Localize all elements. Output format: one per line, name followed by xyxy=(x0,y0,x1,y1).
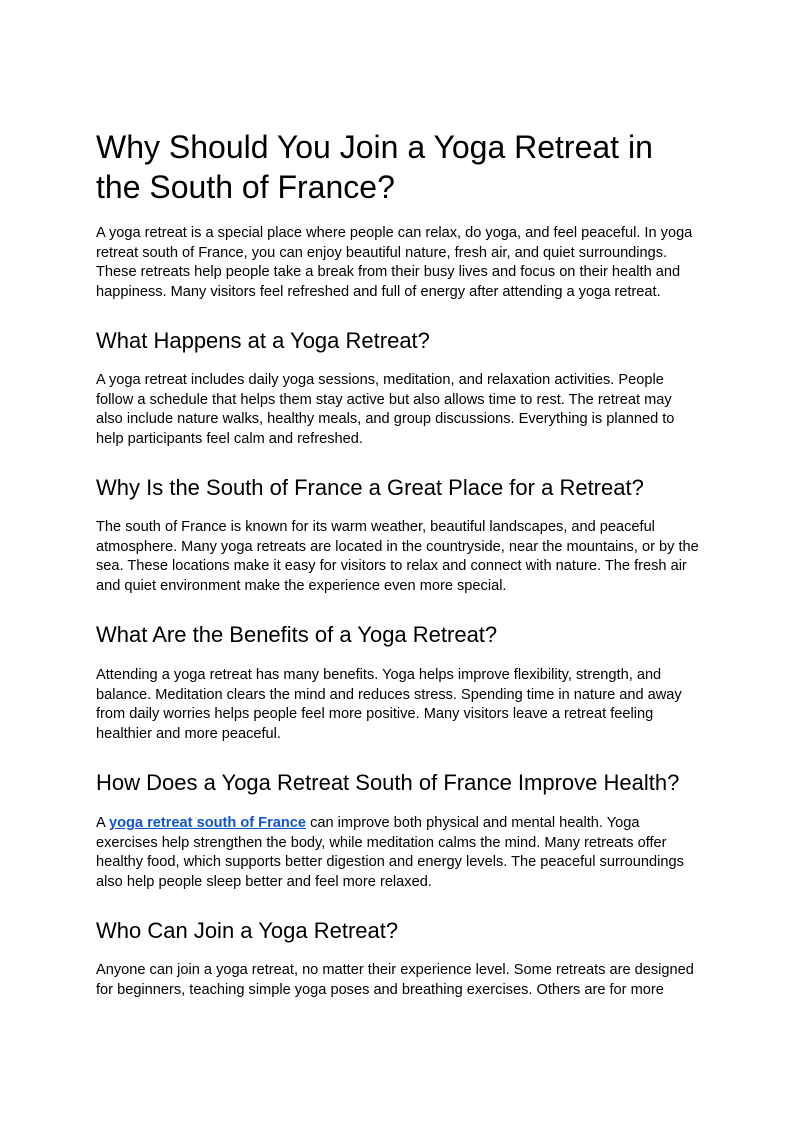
section-paragraph: Attending a yoga retreat has many benefits. Yoga helps improve flexibility, strength, and balance. Meditation clears the mind and reduces stress. Spending time in nature and away from daily worries helps people feel more positive. Many visitors leave a retreat feeling healthier and more peaceful. xyxy=(96,667,682,742)
section-paragraph xyxy=(96,814,700,892)
section-heading: Why Is the South of France a Great Place for a Retreat? xyxy=(96,475,644,500)
intro-paragraph: A yoga retreat is a special place where people can relax, do yoga, and feel peaceful. In yoga retreat south of France, you can enjoy beautiful nature, fresh air, and quiet surroundings. These retreats help people take a break from their busy lives and focus on their health and happiness. Many visitors feel refreshed and full of energy after attending a yoga retreat. xyxy=(96,225,693,300)
page-title: Why Should You Join a Yoga Retreat in the South of France? xyxy=(96,129,653,205)
section-heading: What Are the Benefits of a Yoga Retreat? xyxy=(96,622,498,647)
paragraph-text: can improve both physical and mental health. Yoga exercises help strengthen the body, while meditation calms the mind. Many retreats offer healthy food, which supports better digestion and energy levels. The peaceful surroundings also help people sleep better and feel more relaxed. xyxy=(96,815,684,890)
yoga-retreat-link[interactable]: yoga retreat south of France xyxy=(108,815,307,831)
section-paragraph: Anyone can join a yoga retreat, no matter their experience level. Some retreats are designed for beginners, teaching simple yoga poses and breathing exercises. Others are for more xyxy=(96,962,694,998)
section-paragraph: The south of France is known for its warm weather, beautiful landscapes, and peaceful atmosphere. Many yoga retreats are located in the countryside, near the mountains, or by the sea. These locations make it easy for visitors to relax and connect with nature. The fresh air and quiet environment make the experience even more special. xyxy=(96,519,699,594)
section-paragraph: A yoga retreat includes daily yoga sessions, meditation, and relaxation activities. People follow a schedule that helps them stay active but also allows time to rest. The retreat may also include nature walks, healthy meals, and group discussions. Everything is planned to help participants feel calm and refreshed. xyxy=(96,372,675,447)
section-heading: Who Can Join a Yoga Retreat? xyxy=(96,918,399,943)
paragraph-prefix: A xyxy=(96,815,109,831)
section-heading: How Does a Yoga Retreat South of France Improve Health? xyxy=(96,770,680,795)
section-heading: What Happens at a Yoga Retreat? xyxy=(96,328,430,353)
